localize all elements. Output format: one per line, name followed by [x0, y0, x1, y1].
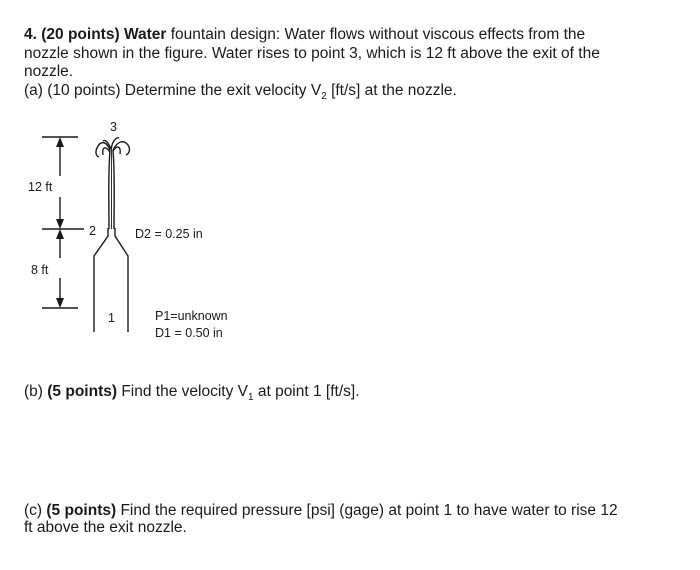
problem-topic: Water: [123, 26, 167, 43]
arrowhead-top: [56, 137, 64, 147]
part-a-subscript: 2: [321, 91, 327, 103]
part-c-line1-text: Find the required pressure [psi] (gage) at point 1 to have water to rise 12: [116, 502, 618, 519]
part-b-points: (5 points): [47, 383, 118, 400]
water-jet-right: [113, 150, 114, 229]
height-8ft-label: 8 ft: [31, 263, 49, 277]
arrowhead-exit-up: [56, 229, 64, 239]
point-3-label: 3: [110, 120, 117, 134]
arrowhead-exit-down: [56, 219, 64, 229]
part-c-points: (5 points): [46, 502, 117, 519]
part-a-suffix: [ft/s] at the nozzle.: [326, 82, 457, 99]
arrowhead-bottom: [56, 298, 64, 308]
water-jet-left: [109, 150, 110, 229]
point-2-label: 2: [89, 224, 96, 238]
nozzle-left-wall: [94, 228, 108, 332]
part-b-question: [24, 382, 360, 404]
p1-label: P1=unknown: [155, 309, 228, 323]
problem-points: (20 points): [41, 26, 120, 43]
part-c-question-line-2: ft above the exit nozzle.: [24, 519, 187, 536]
part-b-suffix: at point 1 [ft/s].: [253, 383, 360, 400]
part-a-prefix: (a) (10 points) Determine the exit velocity V: [24, 82, 322, 99]
problem-statement-line-3: nozzle.: [24, 63, 74, 80]
point-1-label: 1: [108, 311, 115, 325]
height-12ft-label: 12 ft: [28, 180, 53, 194]
part-c-label: (c): [24, 502, 43, 519]
d1-label: D1 = 0.50 in: [155, 326, 223, 340]
d2-label: D2 = 0.25 in: [135, 227, 203, 241]
part-b-prefix: Find the velocity V: [117, 383, 248, 400]
part-b-label: (b): [24, 383, 43, 400]
problem-line1-text: fountain design: Water flows without viscous effects from the: [166, 26, 586, 43]
problem-number: 4.: [24, 26, 37, 43]
part-b-subscript: 1: [247, 392, 254, 404]
problem-statement-line-2: nozzle shown in the figure. Water rises to point 3, which is 12 ft above the exit of the: [24, 45, 600, 62]
nozzle-right-wall: [115, 228, 128, 332]
